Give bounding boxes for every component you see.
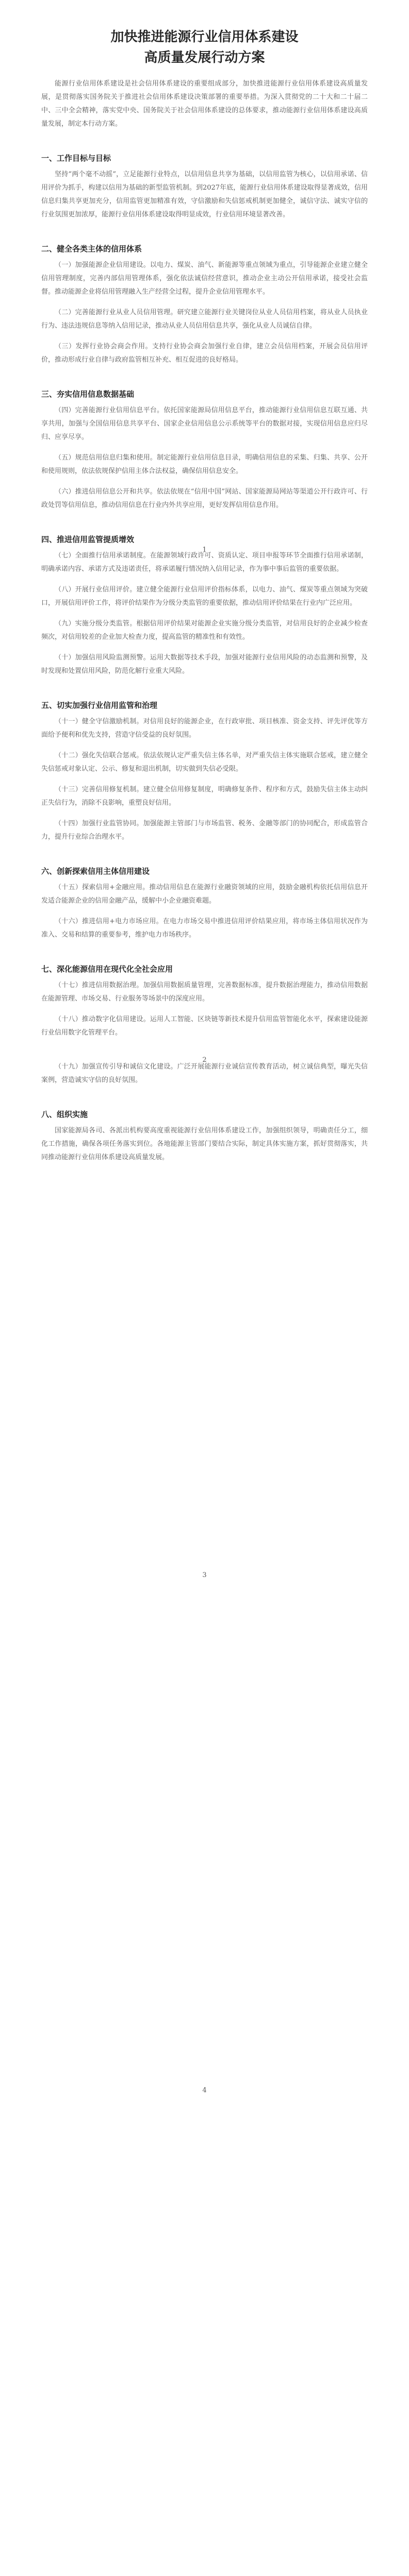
section-heading: 七、深化能源信用在现代化全社会应用 bbox=[41, 964, 173, 974]
section bbox=[0, 151, 409, 222]
section-paragraph: （七）全面推行信用承诺制度。在能源领域行政许可、资质认定、项目申报等环节全面推行信用承诺制，明确承诺内容、承诺方式及违诺责任，将承诺履行情况纳入信用记录，作为事中事后监管的重要依据。 bbox=[41, 552, 368, 573]
section-paragraph: （十三）完善信用修复机制。建立健全信用修复制度，明确修复条件、程序和方式，鼓励失信主体主动纠正失信行为，消除不良影响，重塑良好信用。 bbox=[41, 786, 368, 807]
section-heading: 六、创新探索信用主体信用建设 bbox=[41, 867, 150, 876]
section-paragraph: （二）完善能源行业从业人员信用管理。研究建立能源行业关键岗位从业人员信用档案，将从业人员执业行为、违法违规信息等纳入信用记录，推动从业人员信用信息共享，强化从业人员诚信自律。 bbox=[41, 309, 368, 330]
title-line-1: 加快推进能源行业信用体系建设 bbox=[110, 29, 299, 45]
section-paragraph: （十二）强化失信联合惩戒。依法依规认定严重失信主体名单，对严重失信主体实施联合惩戒，建立健全失信惩戒对象认定、公示、修复和退出机制，切实做到失信必受限。 bbox=[41, 752, 368, 773]
section-paragraph: （八）开展行业信用评价。建立健全能源行业信用评价指标体系，以电力、油气、煤炭等重点领域为突破口，开展信用评价工作，将评价结果作为分级分类监管的重要依据，推动信用评价结果在行业内广泛应用。 bbox=[41, 586, 368, 607]
section bbox=[0, 242, 409, 367]
page-number: 1 bbox=[202, 546, 207, 554]
section-paragraph: （一）加强能源企业信用建设。以电力、煤炭、油气、新能源等重点领域为重点，引导能源企业建立健全信用管理制度，完善内部信用管理体系，强化依法诚信经营意识，推动企业主动公开信用承诺，接受社会监督。推动能源企业将信用管理融入生产经营全过程，提升企业信用管理水平。 bbox=[41, 261, 368, 296]
section-paragraph: 坚持“两个毫不动摇”，立足能源行业特点，以信用信息共享为基础，以信用监管为核心，以信用承诺、信用评价为抓手，构建以信用为基础的新型监管机制。到2027年底，能源行业信用体系建设取得显著成效，信用信息归集共享更加充分，信用监管更加精准有效，守信激励和失信惩戒机制更加健全，诚信守法、诚实守信的行业氛围更加浓厚，能源行业信用体系建设取得明显成效，行业信用环境显著改善。 bbox=[41, 171, 368, 218]
page-number: 4 bbox=[202, 2087, 207, 2094]
section bbox=[0, 865, 409, 942]
section-paragraph: （十八）推动数字化信用建设。运用人工智能、区块链等新技术提升信用监管智能化水平，探索建设能源行业信用数字化管理平台。 bbox=[41, 1015, 368, 1037]
section-paragraph: （十九）加强宣传引导和诚信文化建设。广泛开展能源行业诚信宣传教育活动，树立诚信典型，曝光失信案例，营造诚实守信的良好氛围。 bbox=[41, 1063, 368, 1084]
section-paragraph: （十四）加强行业监管协同。加强能源主管部门与市场监管、税务、金融等部门的协同配合，形成监管合力，提升行业综合治理水平。 bbox=[41, 820, 368, 841]
section-paragraph: （九）实施分级分类监管。根据信用评价结果对能源企业实施分级分类监管，对信用良好的企业减少检查频次，对信用较差的企业加大检查力度，提高监管的精准性和有效性。 bbox=[41, 620, 368, 641]
section-paragraph: （十六）推进信用+电力市场应用。在电力市场交易中推进信用评价结果应用，将市场主体信用状况作为准入、交易和结算的重要参考，维护电力市场秩序。 bbox=[41, 918, 368, 939]
section bbox=[0, 699, 409, 844]
section-paragraph: （三）发挥行业协会商会作用。支持行业协会商会加强行业自律，建立会员信用档案，开展会员信用评价，推动形成行业自律与政府监管相互补充、相互促进的良好格局。 bbox=[41, 343, 368, 364]
section-heading: 四、推进信用监管提质增效 bbox=[41, 535, 135, 544]
intro-paragraph: 能源行业信用体系建设是社会信用体系建设的重要组成部分，加快推进能源行业信用体系建设高质量发展，是贯彻落实国务院关于推进社会信用体系建设决策部署的重要举措。为深入贯彻党的二十大和二十届二中、三中全会精神，落实党中央、国务院关于社会信用体系建设的总体要求，推动能源行业信用体系建设高质量发展，制定本行动方案。 bbox=[41, 80, 368, 128]
section-heading: 五、切实加强行业信用监管和治理 bbox=[41, 701, 158, 710]
section-heading: 一、工作目标与目标 bbox=[41, 154, 111, 163]
section-heading: 八、组织实施 bbox=[41, 1110, 88, 1119]
section bbox=[0, 387, 409, 512]
section-paragraph: （十七）推进信用数据治理。加强信用数据质量管理，完善数据标准，提升数据治理能力，推动信用数据在能源管理、市场交易、行业服务等场景中的深度应用。 bbox=[41, 981, 368, 1003]
page-number: 3 bbox=[202, 1571, 207, 1579]
section-paragraph: （十一）健全守信激励机制。对信用良好的能源企业，在行政审批、项目核准、资金支持、评先评优等方面给予便利和优先支持，营造守信受益的良好氛围。 bbox=[41, 718, 368, 739]
section-paragraph: （四）完善能源行业信用信息平台。依托国家能源局信用信息平台，推动能源行业信用信息互联互通、共享共用，加强与全国信用信息共享平台、国家企业信用信息公示系统等平台的数据对接，实现信用信息应归尽归、应享尽享。 bbox=[41, 406, 368, 441]
section bbox=[0, 533, 409, 678]
section-heading: 二、健全各类主体的信用体系 bbox=[41, 244, 142, 253]
section-paragraph: 国家能源局各司、各派出机构要高度重视能源行业信用体系建设工作，加强组织领导，明确责任分工，细化工作措施，确保各项任务落实到位。各地能源主管部门要结合实际，制定具体实施方案，抓好贯彻落实，共同推动能源行业信用体系建设高质量发展。 bbox=[41, 1127, 368, 1161]
document-body bbox=[0, 151, 409, 1164]
section-paragraph: （十五）探索信用+金融应用。推动信用信息在能源行业融资领域的应用，鼓励金融机构依托信用信息开发适合能源企业的信用金融产品，缓解中小企业融资难题。 bbox=[41, 884, 368, 905]
document-title bbox=[0, 0, 409, 68]
section bbox=[0, 1108, 409, 1164]
section-paragraph: （五）规范信用信息归集和使用。制定能源行业信用信息目录，明确信用信息的采集、归集、共享、公开和使用规则，依法依规保护信用主体合法权益，确保信用信息安全。 bbox=[41, 454, 368, 475]
section-paragraph: （六）推进信用信息公开和共享。依法依规在“信用中国”网站、国家能源局网站等渠道公开行政许可、行政处罚等信用信息，推动信用信息在行业内外共享应用，更好发挥信用信息作用。 bbox=[41, 488, 368, 509]
title-line-2: 高质量发展行动方案 bbox=[144, 50, 265, 65]
page-number: 2 bbox=[202, 1056, 207, 1064]
section-paragraph: （十）加强信用风险监测预警。运用大数据等技术手段，加强对能源行业信用风险的动态监测和预警，及时发现和处置信用风险，防范化解行业重大风险。 bbox=[41, 654, 368, 675]
section bbox=[0, 1060, 409, 1087]
section-heading: 三、夯实信用信息数据基础 bbox=[41, 389, 135, 399]
section bbox=[0, 962, 409, 1040]
